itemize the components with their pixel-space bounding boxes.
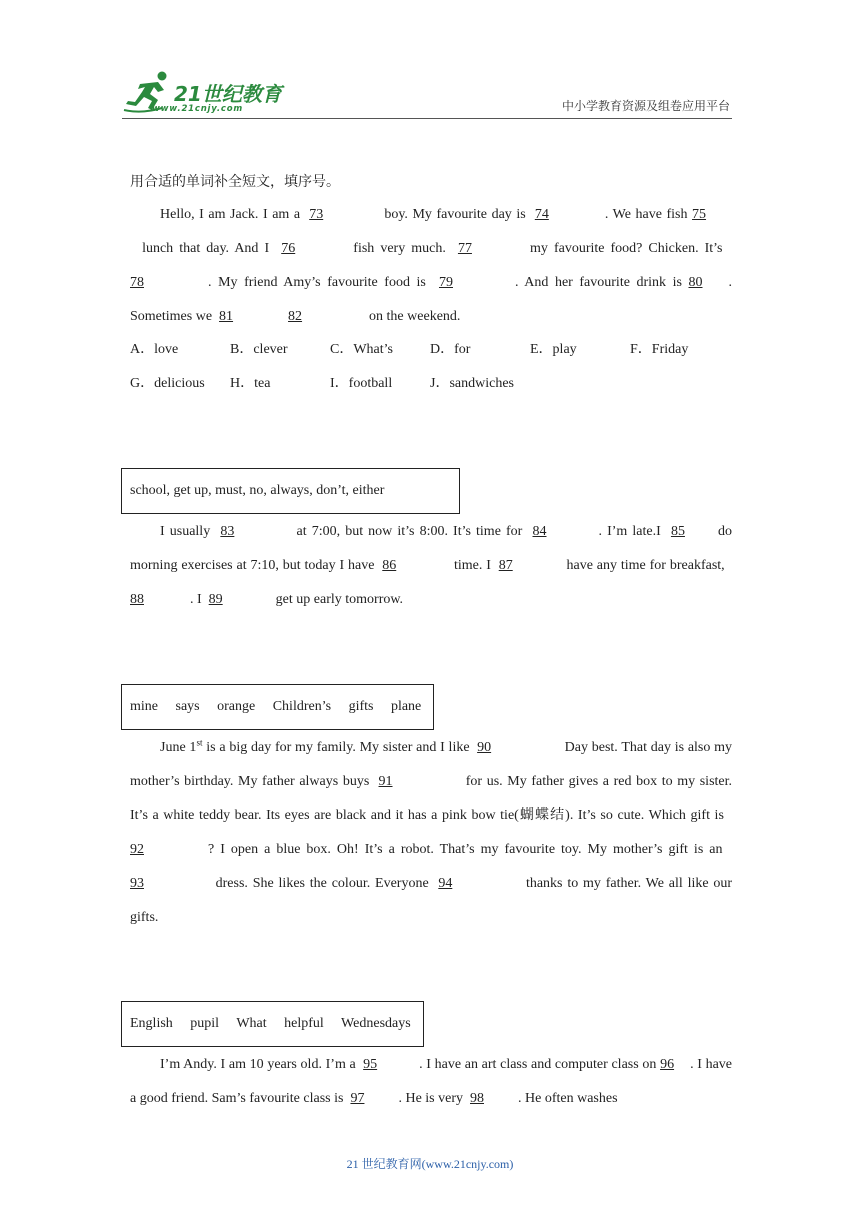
option-f: F．Friday xyxy=(630,342,689,357)
box-word: plane xyxy=(390,699,422,714)
options-row-1 xyxy=(130,333,730,367)
blank-96[interactable]: 96 xyxy=(660,1057,675,1072)
blank-81[interactable]: 81 xyxy=(219,309,234,324)
section3-word-box xyxy=(121,684,434,730)
blank-93[interactable]: 93 xyxy=(130,876,144,891)
blank-76[interactable]: 76 xyxy=(281,241,296,256)
option-g: G．delicious xyxy=(130,376,205,391)
page-footer[interactable]: 21 世纪教育网(www.21cnjy.com) xyxy=(346,1157,514,1171)
superscript: st xyxy=(196,737,203,748)
section4-word-box xyxy=(121,1001,424,1047)
box-word: Children’s xyxy=(272,699,332,714)
option-j: J．sandwiches xyxy=(430,376,514,391)
blank-88[interactable]: 88 xyxy=(130,592,144,607)
blank-77[interactable]: 77 xyxy=(457,241,472,256)
section1-options xyxy=(130,333,730,401)
option-a: A．love xyxy=(130,342,179,357)
header-platform-label: 中小学教育资源及组卷应用平台 xyxy=(561,99,730,113)
logo-text: 21世纪教育 xyxy=(174,82,282,106)
box-word: What xyxy=(236,1016,267,1031)
blank-73[interactable]: 73 xyxy=(309,207,324,222)
blank-87[interactable]: 87 xyxy=(498,558,513,573)
blank-75[interactable]: 75 xyxy=(692,207,707,222)
blank-94[interactable]: 94 xyxy=(438,876,453,891)
blank-95[interactable]: 95 xyxy=(363,1057,378,1072)
blank-97[interactable]: 97 xyxy=(350,1091,365,1106)
blank-82[interactable]: 82 xyxy=(288,309,303,324)
section3-passage: June 1st is a big day for my family. My sister and I like 90 Day best. That day is also my mother’s birthday. My father always buys 91 for us. My father gives a red box to my sister. It’s a white teddy bear. Its eyes are black and it has a pink bow tie(蝴蝶结). It’s so cute. Which gift is 92 ? I open a blue box. Oh! It’s a robot. That’s my favourite toy. My mother’s gift is an 93 dress. She likes the colour. Everyone 94 thanks to my father. We all like our gifts. xyxy=(130,731,732,935)
page-header xyxy=(0,0,860,120)
blank-78[interactable]: 78 xyxy=(130,275,144,290)
option-c: C．What’s xyxy=(330,342,393,357)
blank-79[interactable]: 79 xyxy=(438,275,453,290)
blank-92[interactable]: 92 xyxy=(130,842,144,857)
logo-url: www.21cnjy.com xyxy=(152,104,243,114)
blank-90[interactable]: 90 xyxy=(477,740,492,755)
blank-85[interactable]: 85 xyxy=(670,524,685,539)
blank-91[interactable]: 91 xyxy=(378,774,393,789)
box-word: gifts xyxy=(348,699,374,714)
header-divider xyxy=(122,118,732,119)
option-b: B．clever xyxy=(230,342,288,357)
blank-80[interactable]: 80 xyxy=(688,275,703,290)
section1-instruction: 用合适的单词补全短文，填序号。 xyxy=(130,175,340,190)
box-word: orange xyxy=(217,699,256,714)
option-i: I．football xyxy=(330,376,393,391)
blank-84[interactable]: 84 xyxy=(532,524,547,539)
box-word: mine xyxy=(130,699,158,714)
blank-98[interactable]: 98 xyxy=(470,1091,484,1106)
logo xyxy=(122,70,292,115)
section2-passage: I usually 83 at 7:00, but now it’s 8:00. It’s time for 84 . I’m late.I 85 do morning exercises at 7:10, but today I have 86 time. I 87 have any time for breakfast, 88 . I 89 get up early tomorrow. xyxy=(130,515,732,617)
box-word: helpful xyxy=(284,1016,324,1031)
box-word: pupil xyxy=(190,1016,220,1031)
section4-passage: I’m Andy. I am 10 years old. I’m a 95 . I have an art class and computer class on 96 . I have a good friend. Sam’s favourite class is 97 . He is very 98 . He often washes xyxy=(130,1048,732,1116)
section2-word-box: school, get up, must, no, always, don’t, either xyxy=(121,468,460,514)
blank-86[interactable]: 86 xyxy=(382,558,397,573)
option-d: D．for xyxy=(430,342,471,357)
blank-89[interactable]: 89 xyxy=(208,592,223,607)
box-word: English xyxy=(130,1016,173,1031)
section1-passage: Hello, I am Jack. I am a 73 boy. My favourite day is 74 . We have fish 75 lunch that day. And I 76 fish very much. 77 my favourite food? Chicken. It’s 78 . My friend Amy’s favourite food is 79 . And her favourite drink is 80 . Sometimes we 81 82 on the weekend. xyxy=(130,198,732,334)
options-row-2 xyxy=(130,367,730,401)
option-h: H．tea xyxy=(230,376,271,391)
blank-83[interactable]: 83 xyxy=(220,524,235,539)
box-word: Wednesdays xyxy=(341,1016,411,1031)
option-e: E．play xyxy=(530,342,577,357)
blank-74[interactable]: 74 xyxy=(534,207,549,222)
box-word: says xyxy=(175,699,200,714)
